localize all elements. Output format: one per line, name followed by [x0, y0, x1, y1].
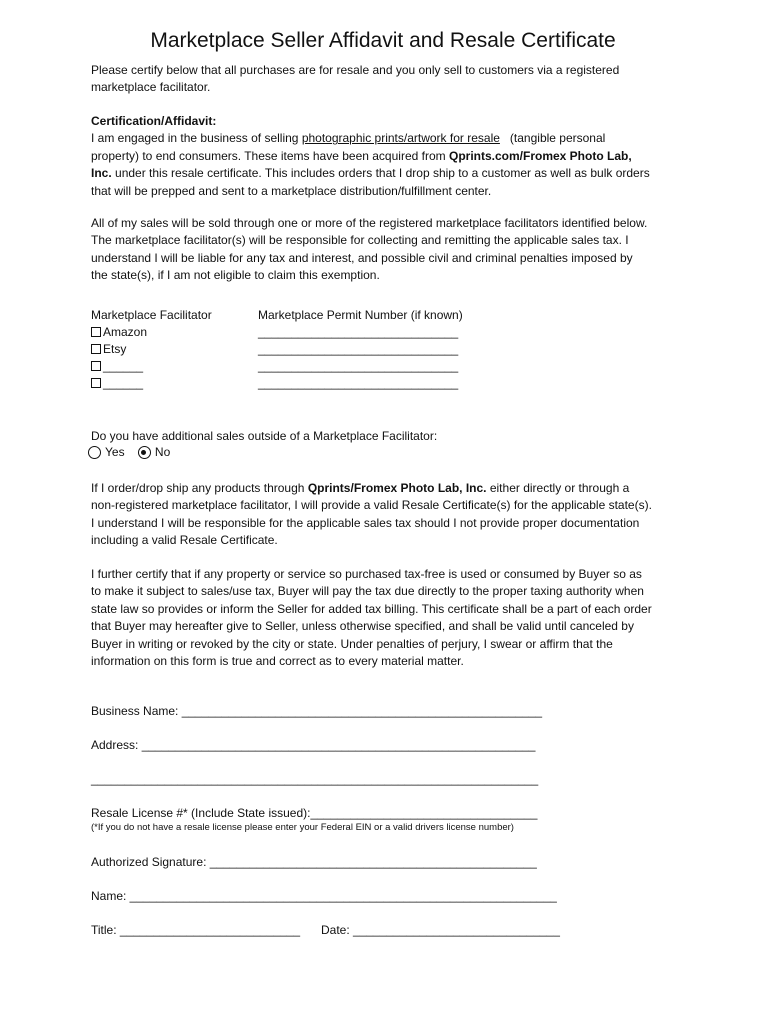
- additional-sales-question: Do you have additional sales outside of a Marketplace Facilitator:: [91, 429, 438, 443]
- checkbox[interactable]: [91, 327, 101, 337]
- drop-ship-line: non-registered marketplace facilitator, I will provide a valid Resale Certificate(s) for the applicable state(s).: [91, 498, 652, 513]
- facilitator-label: Amazon: [103, 325, 148, 339]
- intro-paragraph: [91, 62, 691, 97]
- checkbox[interactable]: [91, 361, 101, 371]
- text: property) to end consumers. These items have been acquired from: [91, 148, 446, 163]
- date-field[interactable]: Date: _______________________________: [321, 923, 560, 937]
- permit-field[interactable]: ______________________________: [258, 376, 459, 390]
- company-name: Inc.: [91, 166, 112, 181]
- text: either directly or through a: [489, 481, 630, 495]
- checkbox[interactable]: [91, 344, 101, 354]
- facilitator-label: Etsy: [103, 342, 127, 356]
- certification-line: [91, 165, 691, 182]
- address-line-2-field[interactable]: ___________________________________________________________________: [91, 772, 539, 786]
- radio-no[interactable]: [138, 445, 170, 459]
- business-name-field[interactable]: Business Name: ______________________________________________________: [91, 704, 543, 718]
- radio-button-selected[interactable]: [138, 446, 151, 459]
- permit-column-header: Marketplace Permit Number (if known): [258, 308, 463, 322]
- text: I am engaged in the business of selling: [91, 131, 299, 146]
- page-title: Marketplace Seller Affidavit and Resale Certificate: [150, 29, 616, 52]
- sales-paragraph: [91, 215, 691, 285]
- intro-line: Please certify below that all purchases are for resale and you only sell to customers via a registered: [91, 63, 620, 77]
- radio-label: No: [154, 445, 171, 459]
- checkbox[interactable]: [91, 378, 101, 388]
- product-type: photographic prints/artwork for resale: [301, 131, 500, 146]
- additional-sales-options: [88, 445, 170, 459]
- title-field[interactable]: Title: ___________________________: [91, 923, 301, 937]
- address-field[interactable]: Address: ___________________________________________________________: [91, 738, 536, 752]
- permit-field[interactable]: ______________________________: [258, 325, 459, 339]
- certification-line: that will be prepped and sent to a marketplace distribution/fulfillment center.: [91, 183, 492, 198]
- certify-line: Buyer in writing or revoked by the city or state. Under penalties of perjury, I swear or affirm that the: [91, 636, 613, 651]
- certify-line: state law so provides or inform the Seller for added tax billing. This certificate shall be a part of each order: [91, 601, 652, 616]
- sales-line: The marketplace facilitator(s) will be responsible for collecting and remitting the applicable sales tax. I: [91, 233, 629, 248]
- drop-ship-line: I understand I will be responsible for the applicable sales tax should I not provide proper documentation: [91, 515, 640, 530]
- certification-line: [91, 148, 691, 165]
- radio-label: Yes: [105, 445, 125, 459]
- facilitator-option-amazon[interactable]: [91, 325, 147, 339]
- radio-yes[interactable]: [88, 445, 125, 459]
- sales-line: All of my sales will be sold through one or more of the registered marketplace facilitators identified below.: [91, 216, 648, 230]
- further-certify-paragraph: [91, 566, 691, 670]
- certification-section: [91, 113, 691, 200]
- radio-button[interactable]: [88, 446, 101, 459]
- company-name: Qprints/Fromex Photo Lab, Inc.: [307, 481, 487, 495]
- certification-heading: Certification/Affidavit:: [91, 114, 217, 128]
- facilitator-label: ______: [103, 376, 144, 390]
- facilitator-label: ______: [103, 359, 144, 373]
- certify-line: I further certify that if any property or service so purchased tax-free is used or consumed by Buyer so as: [91, 567, 642, 581]
- intro-line: marketplace facilitator.: [91, 80, 211, 95]
- facilitator-option-other[interactable]: [91, 359, 143, 373]
- sales-line: the state(s), if I am not eligible to claim this exemption.: [91, 268, 380, 283]
- authorized-signature-field[interactable]: Authorized Signature: _________________________________________________: [91, 855, 537, 869]
- drop-ship-line: including a valid Resale Certificate.: [91, 533, 278, 548]
- certify-line: to make it subject to sales/use tax, Buyer will pay the tax due directly to the proper taxing authority when: [91, 584, 644, 599]
- drop-ship-paragraph: [91, 480, 691, 550]
- facilitator-column-header: Marketplace Facilitator: [91, 308, 212, 322]
- sales-line: understand I will be liable for any tax and interest, and possible civil and criminal penalties imposed by: [91, 250, 633, 265]
- permit-field[interactable]: ______________________________: [258, 359, 459, 373]
- permit-field[interactable]: ______________________________: [258, 342, 459, 356]
- facilitator-option-other[interactable]: [91, 376, 143, 390]
- certify-line: information on this form is true and correct as to every material matter.: [91, 654, 464, 669]
- name-field[interactable]: Name: ________________________________________________________________: [91, 889, 557, 903]
- certify-line: that Buyer may hereafter give to Seller, unless otherwise specified, and shall be valid until canceled by: [91, 619, 634, 634]
- facilitator-option-etsy[interactable]: [91, 342, 126, 356]
- company-name: Qprints.com/Fromex Photo Lab,: [448, 148, 632, 163]
- resale-license-field[interactable]: Resale License #* (Include State issued):__________________________________: [91, 806, 538, 820]
- text: If I order/drop ship any products through: [91, 481, 305, 495]
- text: (tangible personal: [509, 131, 606, 146]
- drop-ship-line: [91, 480, 691, 497]
- resale-license-note: (*If you do not have a resale license please enter your Federal EIN or a valid drivers license number): [91, 822, 514, 833]
- text: under this resale certificate. This includes orders that I drop ship to a customer as well as bulk orders: [115, 166, 650, 181]
- certification-line: [91, 130, 691, 147]
